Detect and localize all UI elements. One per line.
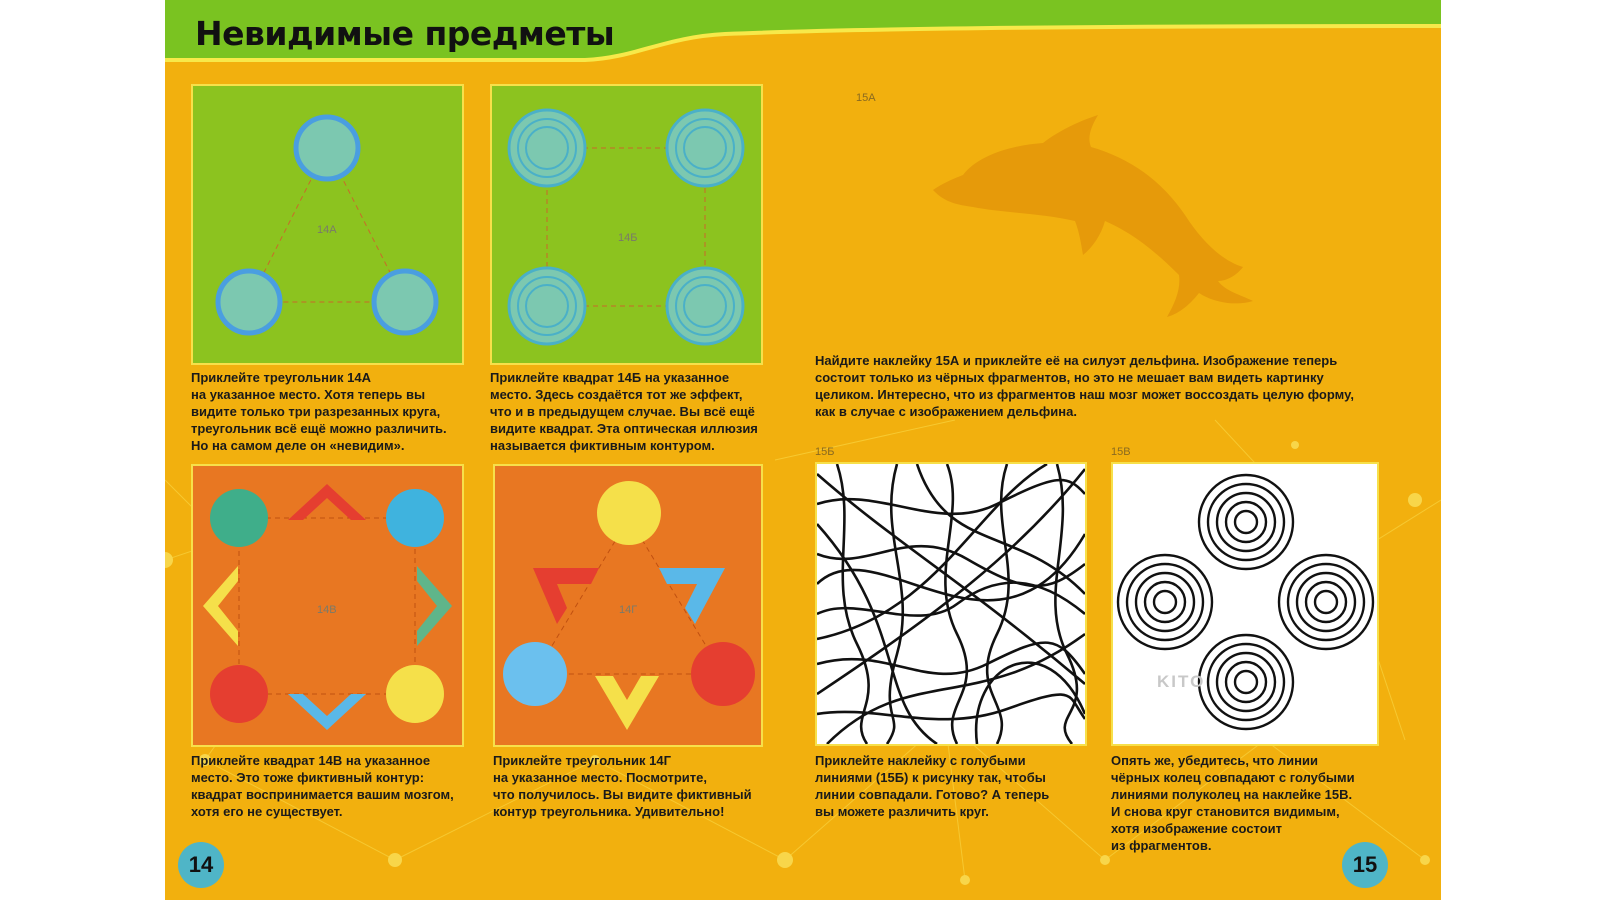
caption-line: чёрных колец совпадают с голубыми [1111,770,1355,785]
caption-line: вы можете различить круг. [815,804,989,819]
page-number-right: 15 [1342,842,1388,888]
caption-line: Опять же, убедитесь, что линии [1111,753,1319,768]
watermark: KITO [1157,672,1206,691]
caption-line: хотя изображение состоит [1111,821,1283,836]
caption-line: линиями (15Б) к рисунку так, чтобы [815,770,1046,785]
caption-line: хотя его не существует. [191,804,343,819]
caption-line: Приклейте квадрат 14Б на указанное [490,370,730,385]
sticker-label-15v: 15В [1111,446,1131,458]
caption-line: что получилось. Вы видите фиктивный [493,787,752,802]
page-number-left: 14 [178,842,224,888]
caption-line: место. Это тоже фиктивный контур: [191,770,425,785]
caption-line: контур треугольника. Удивительно! [493,804,725,819]
page-title: Невидимые предметы [195,14,615,53]
panel-14v [191,464,464,747]
caption-line: что и в предыдущем случае. Вы всё ещё [490,404,755,419]
caption-line: Но на самом деле он «невидим». [191,438,405,453]
caption-15b [815,752,1049,820]
sticker-label-14a: 14А [317,224,337,236]
caption-line: видите только три разрезанных круга, [191,404,441,419]
panel-14g [493,464,763,747]
text-line: состоит только из чёрных фрагментов, но это не мешает вам видеть картинку [815,370,1324,385]
dolphin-silhouette [923,95,1263,325]
panel-14b [490,84,763,365]
caption-line: треугольник всё ещё можно различить. [191,421,447,436]
concentric-circles-square [492,86,765,367]
sticker-label-14g: 14Г [619,604,638,616]
tangled-lines [817,464,1085,744]
text-line: Найдите наклейку 15А и приклейте её на силуэт дельфина. Изображение теперь [815,353,1338,368]
dolphin-description [815,352,1354,420]
caption-14b [490,369,758,454]
sticker-label-14b: 14Б [618,232,638,244]
book-spread [165,0,1441,900]
panel-14a [191,84,464,365]
caption-14v [191,752,454,820]
caption-line: на указанное место. Посмотрите, [493,770,708,785]
concentric-rings [1113,464,1377,744]
sticker-label-15a: 15А [856,92,876,104]
caption-line: называется фиктивным контуром. [490,438,715,453]
caption-line: из фрагментов. [1111,838,1212,853]
caption-line: линии совпадали. Готово? А теперь [815,787,1050,802]
text-line: целиком. Интересно, что из фрагментов наш мозг может воссоздать целую форму, [815,387,1354,402]
caption-line: на указанное место. Хотя теперь вы [191,387,426,402]
sticker-label-15b: 15Б [815,446,835,458]
caption-line: видите квадрат. Эта оптическая иллюзия [490,421,758,436]
caption-line: Приклейте треугольник 14А [191,370,371,385]
caption-line: квадрат воспринимается вашим мозгом, [191,787,454,802]
caption-line: И снова круг становится видимым, [1111,804,1340,819]
text-line: как в случае с изображением дельфина. [815,404,1077,419]
caption-line: линиями полуколец на наклейке 15В. [1111,787,1353,802]
sticker-label-14v: 14В [317,604,337,616]
caption-14a [191,369,447,454]
panel-15b [815,462,1087,746]
caption-line: Приклейте квадрат 14В на указанное [191,753,431,768]
caption-line: Приклейте наклейку с голубыми [815,753,1026,768]
caption-line: Приклейте треугольник 14Г [493,753,671,768]
caption-15v [1111,752,1355,854]
caption-line: место. Здесь создаётся тот же эффект, [490,387,743,402]
panel-15v [1111,462,1379,746]
caption-14g [493,752,752,820]
